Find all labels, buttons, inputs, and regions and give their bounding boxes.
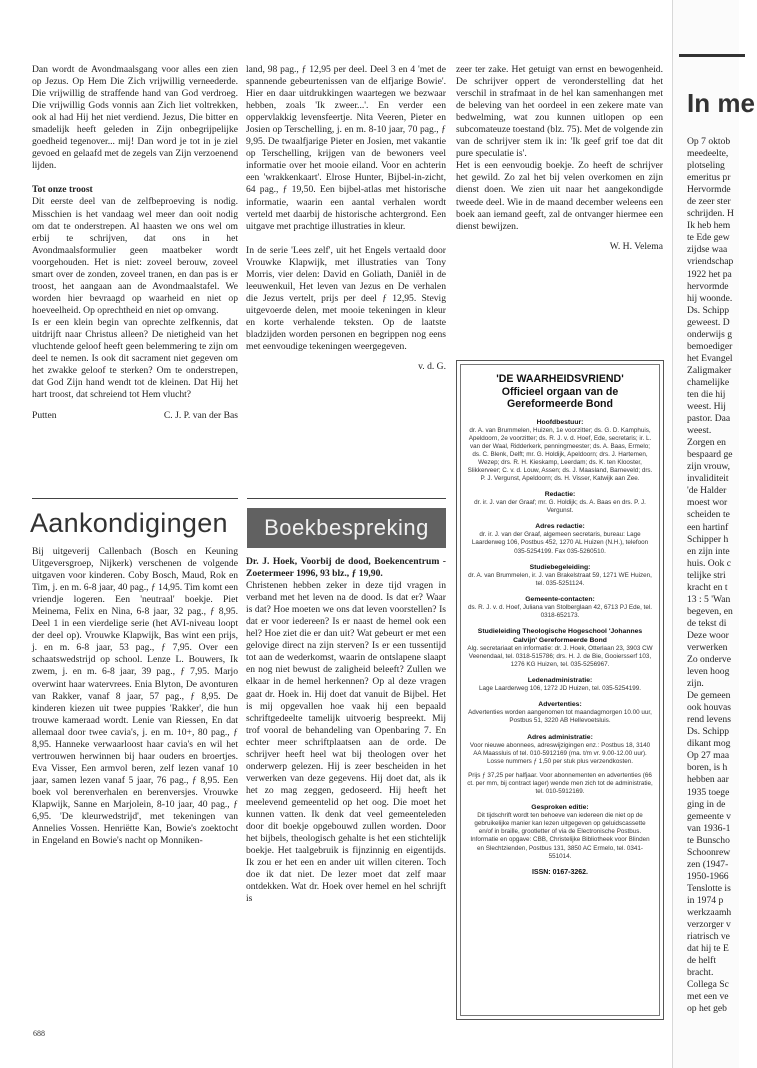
issn: ISSN: 0167-3262. (531, 868, 589, 876)
col2-signature: v. d. G. (418, 361, 446, 373)
signature-place: Putten (32, 410, 57, 422)
masthead-section-heading: Studiebegeleiding: (529, 563, 591, 571)
right-page-line: de tekst di (687, 617, 727, 629)
masthead-title: 'DE WAARHEIDSVRIEND' (496, 373, 624, 385)
right-page-line: de helft (687, 955, 717, 967)
right-page-rule (679, 54, 745, 57)
review-headline: Dr. J. Hoek, Voorbij de dood, Boekencentrum - Zoetermeer 1996, 93 blz., ƒ 19,90. (246, 556, 446, 580)
right-page-line: 1922 het pa (687, 268, 732, 280)
column-3 (456, 64, 663, 253)
masthead-section-text: Lage Laarderweg 106, 1272 JD Huizen, tel. 035-5254199. (478, 685, 642, 693)
masthead-section-text: Advertenties worden aangenomen tot maandagmorgen 10.00 uur, Postbus 51, 3220 AB Hellevoetsluis. (468, 709, 652, 725)
right-page-line: geweest. D (687, 316, 730, 328)
right-page-line: ten die hij (687, 388, 726, 400)
right-page-line: gemeente v (687, 810, 731, 822)
right-page-line: hebben aar (687, 774, 729, 786)
divider (32, 498, 238, 499)
masthead-section-heading: Studieleiding Theologische Hogeschool 'Johannes Calvijn' Gereformeerde Bond (477, 628, 643, 644)
masthead-section-text: dr. ir. J. van der Graaf, algemeen secretaris, bureau: Lage Laarderweg 106, Postbus 452, 1270 AL Huizen (N.H.), telefoon 035-5254199. Fax 035-5260510. (471, 531, 649, 555)
masthead-section-heading: Advertenties: (538, 701, 582, 709)
right-page-line: huis. Ook c (687, 557, 731, 569)
masthead-box (456, 360, 664, 1020)
right-page-line: 1950-1966 (687, 870, 729, 882)
col1-paragraph-2: Dit eerste deel van de zelfbeproeving is nodig. Misschien is het vandaag wel meer dan ooit nodig om dat te onderstrepen. Al haasten we ons wel om erbij te schrijven, dat ons in het Avondmaalsformulier geen maatbeker wordt voorgehouden. Het is niet: zoveel berouw, zoveel smart over de zonden, zoveel tranen, en dan pas is er troost, het aangaan aan de Avondmaalstafel. We worden hier bevraagd op waarheid en niet op hoeveelheid. Op oprechtheid en niet op omvang. (32, 196, 238, 316)
right-page-line: Ik heb hem (687, 220, 731, 232)
right-page-line: ook houvas (687, 702, 731, 714)
masthead-section-text: ds. R. J. v. d. Hoef, Juliana van Stolberglaan 42, 6713 PJ Ede, tel. 0318-652173. (468, 603, 652, 619)
right-page-text (687, 136, 757, 1015)
right-page-line: zijn. (687, 678, 704, 690)
right-page-line: in 1974 p (687, 894, 724, 906)
masthead-section-text: dr. ir. J. van der Graaf; mr. G. Holdijk; ds. A. Baas en drs. P. J. Vergunst. (474, 499, 646, 515)
masthead-section-heading: Adres administratie: (527, 733, 593, 741)
right-page-line: zijdse waa (687, 244, 728, 256)
col1-paragraph-1: Dan wordt de Avondmaalsgang voor alles een zien op Jezus. Op Hem Die Zich vrijwillig verneederde. Die vrijwillig de straffende hand van God verdroeg. Die vrijwillig Gods vonnis aan Zich liet voltrekken, ook al had Hij het niet verdiend. Jezus, Die bitter en smadelijk heeft geleden in Zijn onbegrijpelijke goedheid tegenover... mij! Dan word je tot in je ziel gevoed en gelaafd met de zegels van Zijn verzoenend lijden. (32, 64, 238, 172)
right-page-line: kracht en t (687, 581, 728, 593)
right-page-line: een hartinf (687, 521, 729, 533)
masthead-section-heading: Gesproken editie: (531, 804, 589, 812)
signature-author: C. J. P. van der Bas (163, 410, 238, 422)
right-page-line: chamelijke (687, 376, 730, 388)
right-page-line: verwerken (687, 641, 728, 653)
right-page-line: Op 7 oktob (687, 136, 731, 147)
col2-text-2: In de serie 'Lees zelf', uit het Engels vertaald door Vrouwke Klapwijk, met illustraties van Tony Morris, vier delen: David en Goliath, Daniël in de leeuwenkuil, Het leven van Jezus en De verhalen die Jezus vertelt, prijs per deel ƒ 12,95. Stevig uitgevoerde delen, met mooie tekeningen in kleur en korte verhalende teksten. Op de laatste bladzijden worden personen en begrippen nog eens met eenvoudige tekeningen weergegeven. (246, 244, 446, 353)
column-2 (246, 64, 446, 373)
right-page-line: 'de Halder (687, 485, 727, 497)
right-page-line: Ds. Schipp (687, 304, 730, 316)
masthead-sections (467, 418, 653, 861)
right-page-line: weest. Hij (687, 401, 726, 413)
section-heading-tot-onze-troost: Tot onze troost (32, 184, 93, 196)
right-page-line: bracht. (687, 967, 714, 979)
right-page-line: ging in de (687, 798, 726, 810)
right-page-line: Zorgen en (687, 437, 726, 449)
col2-text-1: land, 98 pag., ƒ 12,95 per deel. Deel 3 en 4 'met de spannende gebeurtenissen van de elfjarige Bowie'. Hier en daar uitdrukkingen waartegen we bezwaar hebben, zoals 'Ik zweer...'. En verder een oppervlakkig levensfeertje. Nita Veeren, Pieter en Josien op Terschelling, j. en m. 8-10 jaar, 70 pag., ƒ 9,95. De twaalfjarige Pieter en Josien, met vakantie op Terschelling, krijgen van de bewoners veel informatie over het mooie eiland. Voor en achterin een 'wrakkenkaart'. Elrose Hunter, Bijbel-in-zicht, 64 pag., ƒ 19,50. Een bijbel-atlas met historische informatie, waarin een aantal verhalen wordt verteld met daarbij de historische achtergrond. Een uitgave met prachtige illustraties in kleur. (246, 64, 446, 232)
right-page-line: werkzaamh (687, 907, 732, 918)
right-page-heading: In me (687, 88, 755, 118)
right-page-line: Deze woor (687, 629, 729, 641)
right-page-line: vriendschap (687, 256, 734, 268)
signature (32, 410, 238, 422)
right-page-line: Zaligmaker (687, 364, 732, 376)
right-page-line: bespaard ge (687, 449, 733, 461)
right-page-fragment (672, 0, 755, 1068)
right-page-line: boren, is h (687, 762, 728, 774)
aankondigingen-text: Bij uitgeverij Callenbach (Bosch en Keuning Uitgeversgroep, Nijkerk) verschenen de volgende uitgaven voor kinderen. Coby Bosch, Maud, Rok en Tim, j. en m. 6-8 jaar, 40 pag., ƒ 14,95. Tim komt een vriendje logeren. Een 'neutraal' boekje. Piet Meinema, Felix en Nina, 6-8 jaar, 32 pag., ƒ 8,95. Deel 1 in een vierdelige serie (het AVI-niveau loopt der deel op). Vrouwke Klapwijk, Bas wint een prijs, j. en m. 6-8 jaar, 53 pag., ƒ 7,95. Over een schaatswedstrijd op school. Lenze L. Bouwers, Ik zwem, j. en m. 6-8 jaar, 39 pag., ƒ 7,95. Marjo overwint haar watervrees. Enia Blyton, De avonturen van Rakker, vanaf 8 jaar, 57 pag., ƒ 8,95. De kinderen kiezen uit twee puppies 'Rakker', die hun trouwe kameraad wordt. Lenie van Riessen, En dat allemaal door twee cavia's, j. en m. 10+, 80 pag., ƒ 8,95. Hanneke verwaarloost haar cavia's en wil het vertrouwen herwinnen bij haar ouders en broertjes. Eva Visser, Een armvol beren, zelf lezen vanaf 10 jaar, samen lezen vanaf 5 jaar, 76 pag., ƒ 8,95. Een boek vol berenverhalen en berenversjes. Vrouwke Klapwijk, Sanne en Marjolein, 8-10 jaar, 40 pag., ƒ 6,95. 'De kleurwedstrijd', met tekeningen van Annelies Vossen. Henriëtte Kan, Bowie's zoektocht in Engeland en Bowie's nacht op Monniken- (32, 546, 238, 847)
right-page-line: moest wor (687, 497, 728, 509)
masthead-section-text: Alg. secretariaat en informatie: dr. J. Hoek, Otterlaan 23, 3903 CW Veenendaal, tel. 0318-515786; drs. H. J. de Bie, Gooiersserf 103, 1276 KG Huizen, tel. 035-5256967. (467, 645, 653, 669)
right-page-line: verzorger v (687, 919, 731, 931)
aankondigingen-heading: Aankondigingen (30, 508, 228, 538)
right-page-line: riatrisch ve (687, 931, 730, 943)
right-page-line: Zo onderve (687, 654, 731, 666)
masthead-section-text: Voor nieuwe abonnees, adreswijzigingen enz.: Postbus 18, 3140 AA Maassluis of tel. 010-5912169 (ma. t/m vr. 9.00-12.00 uur). Losse nummers ƒ 1,50 per stuk plus verzendkosten. (469, 741, 651, 765)
right-page-line: te Bunscho (687, 834, 730, 846)
aankondigingen-text-column (32, 546, 238, 847)
divider (247, 498, 446, 499)
right-page-line: Collega Sc (687, 979, 729, 991)
right-page-line: emeritus pr (687, 172, 731, 184)
masthead-section-heading: Ledenadministratie: (527, 677, 593, 685)
masthead-section-heading: Hoofdbestuur: (536, 418, 584, 426)
right-page-line: Schoonrew (687, 846, 731, 858)
right-page-line: plotseling (687, 160, 725, 172)
right-page-line: invaliditeit (687, 473, 729, 485)
right-page-line: en zijn inte (687, 545, 730, 557)
col3-signature: W. H. Velema (609, 240, 663, 252)
column-1 (32, 64, 238, 422)
right-page-line: Hervormde (687, 184, 731, 196)
right-page-line: schrijden. H (687, 208, 734, 220)
masthead-section-heading: Redactie: (544, 491, 576, 499)
col1-paragraph-3: Is er een klein begin van oprechte zelfkennis, dat uitdrijft naar Christus alleen? De nietigheid van het vluchtende geloof heeft geen belemmering te zijn om deel te nemen. Is ook dit sacrament niet gegeven om het zwakke geloof te sterken? Om te onderstrepen, dat God Zijn hand wendt tot de kleinen. Dat Hij het hart troost, dat schreiend tot Hem vlucht? (32, 316, 238, 401)
right-page-line: de zeer ster (687, 196, 731, 208)
right-page-line: van 1936-1 (687, 822, 731, 834)
right-page-line: meedeelte, (687, 148, 729, 160)
right-page-line: pastor. Daa (687, 413, 731, 425)
right-page-line: Schipper h (687, 533, 729, 545)
right-page-line: De gemeen (687, 690, 731, 702)
right-page-line: Op 27 maa (687, 750, 730, 762)
right-page-line: zijn vrouw, (687, 461, 731, 473)
right-page-line: rend levens (687, 714, 731, 726)
review-column (246, 556, 446, 905)
right-page-line: hervormde (687, 280, 729, 292)
right-page-line: scheiden te (687, 509, 730, 521)
right-page-line: 13 : 5 'Wan (687, 593, 731, 605)
col3-paragraph-2: Het is een eenvoudig boekje. Zo heeft de schrijver het gewild. Zo zal het bij velen overkomen en zijn dienst doen. We zien uit naar het aangekondigde tweede deel. Wie in de maand december weleens een boek aan iemand geeft, zal de ontvanger hiermee een dienst bewijzen. (456, 160, 663, 232)
boekbespreking-banner (247, 508, 446, 548)
right-page-line: begeven, en (687, 605, 733, 617)
masthead-section-text: Dit tijdschrift wordt ten behoeve van iedereen die niet op de gebruikelijke manier kan lezen uitgegeven op geluidscassette en/of in braille, grootletter of via de Electronische Postbus. Informatie en opgave: CBB, Christelijke Bibliotheek voor Blinden en Slechtzienden, Postbus 131, 3850 AC Ermelo, tel. 0341-551014. (470, 812, 650, 860)
masthead-section-text: Prijs ƒ 37,25 per halfjaar. Voor abonnementen en advertenties (66 ct. per mm, bij contract lager) wende men zich tot de administratie, tel. 010-5912169. (467, 771, 653, 796)
masthead-section-text: dr. A. van Brummelen, ir. J. van Brakelstraat 59, 1271 WE Huizen, tel. 035-5251124. (468, 571, 652, 587)
right-page-line: weest. (687, 425, 712, 437)
masthead-section-heading: Gemeente-contacten: (525, 595, 595, 603)
right-page-line: Ds. Schipp (687, 726, 730, 738)
right-page-line: hij woonde. (687, 292, 733, 304)
right-page-line: op het geb (687, 1003, 727, 1015)
masthead-section-heading: Adres redactie: (535, 523, 585, 531)
page-number: 688 (33, 1029, 45, 1038)
right-page-line: leven hoog (687, 666, 730, 678)
boekbespreking-heading: Boekbespreking (264, 515, 429, 540)
right-page-line: dikant mog (687, 738, 731, 750)
col3-paragraph-1: zeer ter zake. Het getuigt van ernst en bewogenheid. De schrijver oppert de veronderstelling dat het verschil in strafmaat in de hel kan samenhangen met de beleving van het oordeel in een zekere mate van bedwelming, wat zou kunnen uitlopen op een subcomateuze toestand (blz. 75). Met de volgende zin van de schrijver stem ik in: 'Ik geef grif toe dat dit pure speculatie is'. (456, 64, 663, 160)
right-page-line: met een ve (687, 991, 729, 1003)
right-page-line: zen (1947- (687, 858, 729, 870)
review-text: Christenen hebben zeker in deze tijd vragen in verband met het leven na de dood. Is dat er? Waar is dat? Hoe moeten we ons dat leven voorstellen? Is dat er voor iedereen? Is er naast de hemel ook een hel? Hoe ziet die er dan uit? Wat gebeurt er met een gelovige direct na zijn sterven? Is er een tussentijd tot aan de wederkomst, waarin de ontslapene slaapt en nog niet bewust de zaligheid beleeft? Zullen we elkaar in de hemel herkennen? Op al deze vragen gaat dr. Hoek in. Hij doet dat vanuit de Bijbel. Het is mij opgevallen hoe vaak hij een bepaald schriftgedeelte tamelijk uitvoerig bespreekt. Mij trof vooral de behandeling van Openbaring 7. En echter meer schriftplaatsen aan de orde. De schrijver heeft heel wat bij theologen over het onderwerp gelezen. Hij is zeer bescheiden in het verwerken van deze gegevens. Hij doet dat, als ik het zo mag zeggen, gedoseerd. Hij heeft het meelevend gemeentelid op het oog. Die moet het kunnen vatten. Ik denk dat veel gemeenteleden door dit boekje opgebouwd zullen worden. Door het bijbels, theologisch gehalte is het een stichtelijk boekje. Het taalgebruik is fijnzinnig en eigentijds. Ik zou er het een en ander uit willen citeren. Toch doe ik dat niet. De lezer moet dat zelf maar ontdekken. Wat dr. Hoek over hemel en hel schrijft is (246, 580, 446, 905)
right-page-line: 1935 toege (687, 786, 730, 798)
right-page-line: onderwijs g (687, 328, 733, 340)
right-page-line: Tenslotte is (687, 882, 731, 894)
right-page-line: dat hij te E (687, 943, 729, 955)
masthead-subtitle: Officieel orgaan van de Gereformeerde Bond (501, 385, 619, 410)
right-page-line: bemoediger (687, 340, 733, 352)
right-page-line: het Evangel (687, 352, 733, 364)
right-page-line: telijke stri (687, 569, 726, 581)
masthead-section-text: dr. A. van Brummelen, Huizen, 1e voorzitter; ds. G. D. Kamphuis, Apeldoorn, 2e voorzitter; ds. R. J. v. d. Hoef, Ede, secretaris; ir. L. van der Waal, Ridderkerk, penningmeester; ds. A. Baas, Ermelo; ds. C. Blenk, Delft; mr. G. Holdijk, Apeldoorn; drs. J. Hartemen, Wezep; drs. R. H. Kieskamp, Leerdam; ds. K. ten Klooster, Slikkerveer; C. v. d. Louw, Assen; ds. J. Maasland, Barneveld; drs. P. J. Vergunst, Apeldoorn; ds. H. Visser, Katwijk aan Zee. (467, 426, 653, 483)
right-page-line: te Ede gew (687, 232, 730, 244)
